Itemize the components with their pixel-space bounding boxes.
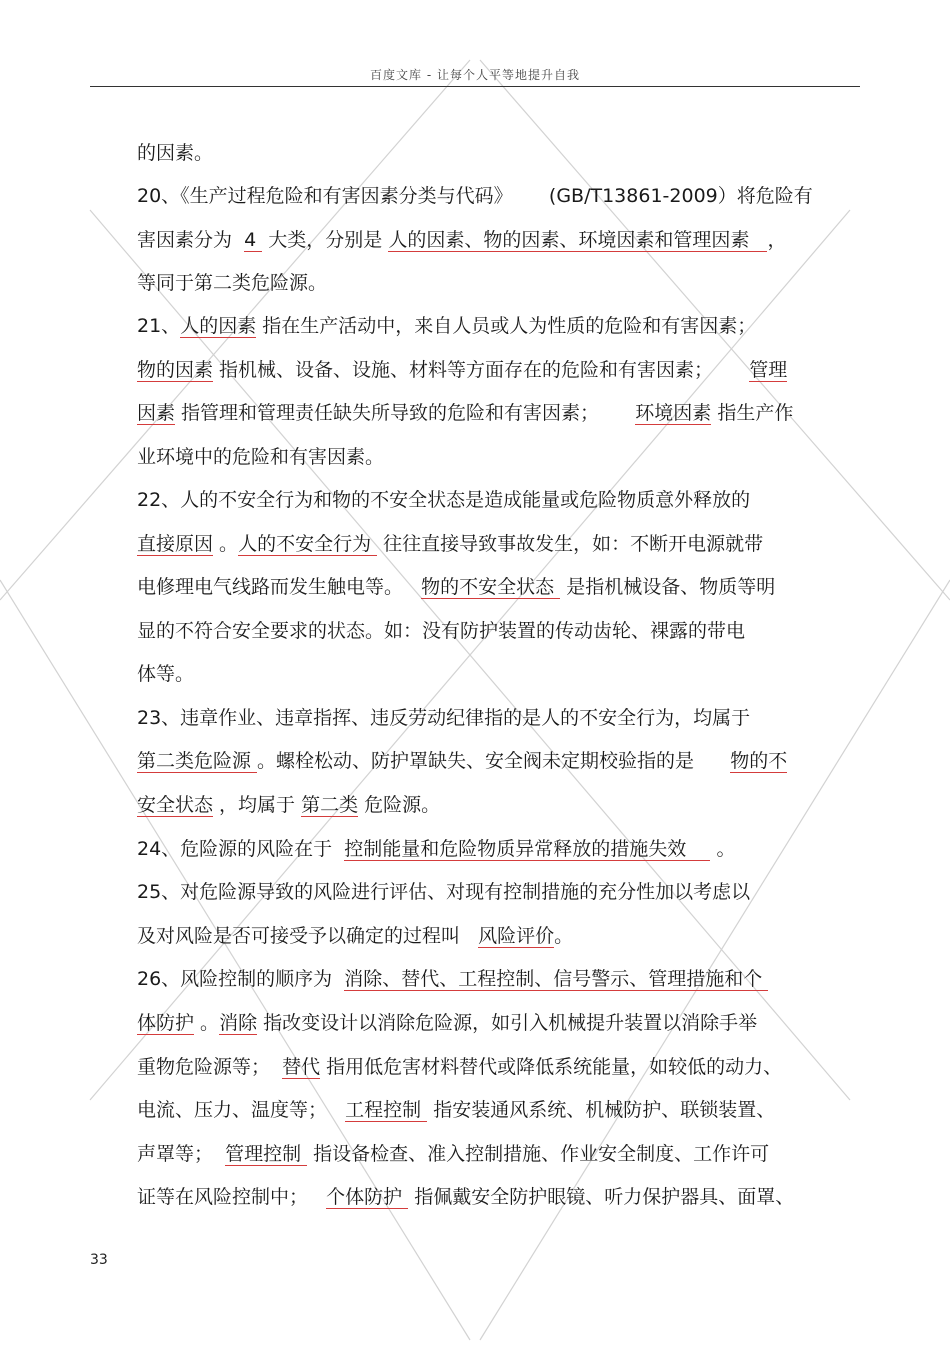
text-line [137,401,793,425]
text-segment: 24、危险源的风险在于 [137,838,345,860]
underlined-answer: 消除 [219,1012,258,1034]
text-segment: 大类，分别是 [262,229,389,251]
text-segment: 电流、压力、温度等； [137,1099,346,1121]
text-line [137,880,750,904]
text-segment: 业环境中的危险和有害因素。 [137,446,385,468]
underlined-answer: 风险评价 [478,925,555,947]
underlined-answer: 管理控制 [225,1143,308,1165]
underlined-answer: 因素 [137,402,176,424]
text-segment: 指生产作 [711,402,794,424]
text-line [137,575,775,599]
text-line [137,358,787,382]
underlined-answer: 环境因素 [635,402,712,424]
text-line [137,1185,794,1209]
text-line [137,1142,769,1166]
text-segment: 26、风险控制的顺序为 [137,968,345,990]
text-line [137,924,573,948]
text-segment: 及对风险是否可接受予以确定的过程叫 [137,925,479,947]
text-segment: ， [767,229,787,251]
text-segment: 22、人的不安全行为和物的不安全状态是造成能量或危险物质意外释放的 [137,489,751,511]
text-line [137,749,787,773]
text-segment: 指用低危害材料替代或降低系统能量，如较低的动力、 [320,1056,783,1078]
text-line [137,1098,775,1122]
text-segment: 体等。 [137,663,195,685]
text-segment: 是指机械设备、物质等明 [560,576,776,598]
text-segment: 害因素分为 [137,229,245,251]
page-header: 百度文库 - 让每个人平等地提升自我 [370,68,580,82]
text-segment: ，均属于 [213,794,302,816]
text-segment: 21、 [137,315,181,337]
text-line [137,445,384,469]
underlined-answer: 替代 [282,1056,321,1078]
underlined-answer: 第二类危险源 [137,750,258,772]
underlined-answer: 工程控制 [345,1099,428,1121]
text-line [137,1055,782,1079]
text-segment: 电修理电气线路而发生触电等。 [137,576,422,598]
text-line [137,706,750,730]
text-line [137,662,194,686]
text-line [137,271,327,295]
underlined-answer: 4 [244,229,263,251]
underlined-answer: 物的因素 [137,359,214,381]
underlined-answer: 人的不安全行为 [238,533,378,555]
page-number: 33 [90,1252,108,1268]
text-line [137,1011,757,1035]
text-line [137,314,756,338]
text-line [137,619,745,643]
text-segment: 往往直接导致事故发生，如：不断开电源就带 [377,533,764,555]
header-divider [90,86,860,87]
text-segment: 指安装通风系统、机械防护、联锁装置、 [427,1099,776,1121]
text-line [137,793,440,817]
underlined-answer: 物的不安全状态 [421,576,561,598]
text-segment: 。 [194,1012,220,1034]
text-segment: 显的不符合安全要求的状态。如：没有防护装置的传动齿轮、裸露的带电 [137,620,746,642]
text-line [137,184,813,208]
underlined-answer: 体防护 [137,1012,195,1034]
underlined-answer: 控制能量和危险物质异常释放的措施失效 [344,838,711,860]
text-segment: 声罩等； [137,1143,226,1165]
text-line [137,837,735,861]
underlined-answer: 消除、替代、工程控制、信号警示、管理措施和个 [344,968,769,990]
text-line [137,488,750,512]
underlined-answer: 物的不 [730,750,788,772]
text-segment: 危险源。 [358,794,441,816]
text-segment: 等同于第二类危险源。 [137,272,328,294]
text-segment: 。 [710,838,736,860]
text-segment: 重物危险源等； [137,1056,283,1078]
underlined-answer: 管理 [749,359,788,381]
text-segment: 。螺栓松动、防护罩缺失、安全阀未定期校验指的是 [257,750,731,772]
text-segment: 23、违章作业、违章指挥、违反劳动纪律指的是人的不安全行为，均属于 [137,707,751,729]
text-segment: 证等在风险控制中； [137,1186,327,1208]
underlined-answer: 人的因素 [180,315,257,337]
text-segment: 指设备检查、准入控制措施、作业安全制度、工作许可 [307,1143,770,1165]
text-segment: 指佩戴安全防护眼镜、听力保护器具、面罩、 [408,1186,795,1208]
underlined-answer: 直接原因 [137,533,214,555]
text-line [137,532,763,556]
text-segment: 指管理和管理责任缺失所导致的危险和有害因素； [175,402,636,424]
text-segment: 指改变设计以消除危险源，如引入机械提升装置以消除手举 [257,1012,758,1034]
text-segment: 。 [213,533,239,555]
text-segment: 指在生产活动中，来自人员或人为性质的危险和有害因素； [256,315,757,337]
text-line [137,228,786,252]
text-segment: 的因素。 [137,142,214,164]
text-segment: 20、《生产过程危险和有害因素分类与代码》 (GB/T13861-2009）将危险有 [137,185,813,207]
text-segment: 25、对危险源导致的风险进行评估、对现有控制措施的充分性加以考虑以 [137,881,751,903]
text-segment: 指机械、设备、设施、材料等方面存在的危险和有害因素； [213,359,750,381]
text-segment: 。 [554,925,574,947]
underlined-answer: 第二类 [301,794,359,816]
underlined-answer: 个体防护 [326,1186,409,1208]
text-line [137,967,768,991]
underlined-answer: 人的因素、物的因素、环境因素和管理因素 [388,229,768,251]
underlined-answer: 安全状态 [137,794,214,816]
text-line [137,141,213,165]
